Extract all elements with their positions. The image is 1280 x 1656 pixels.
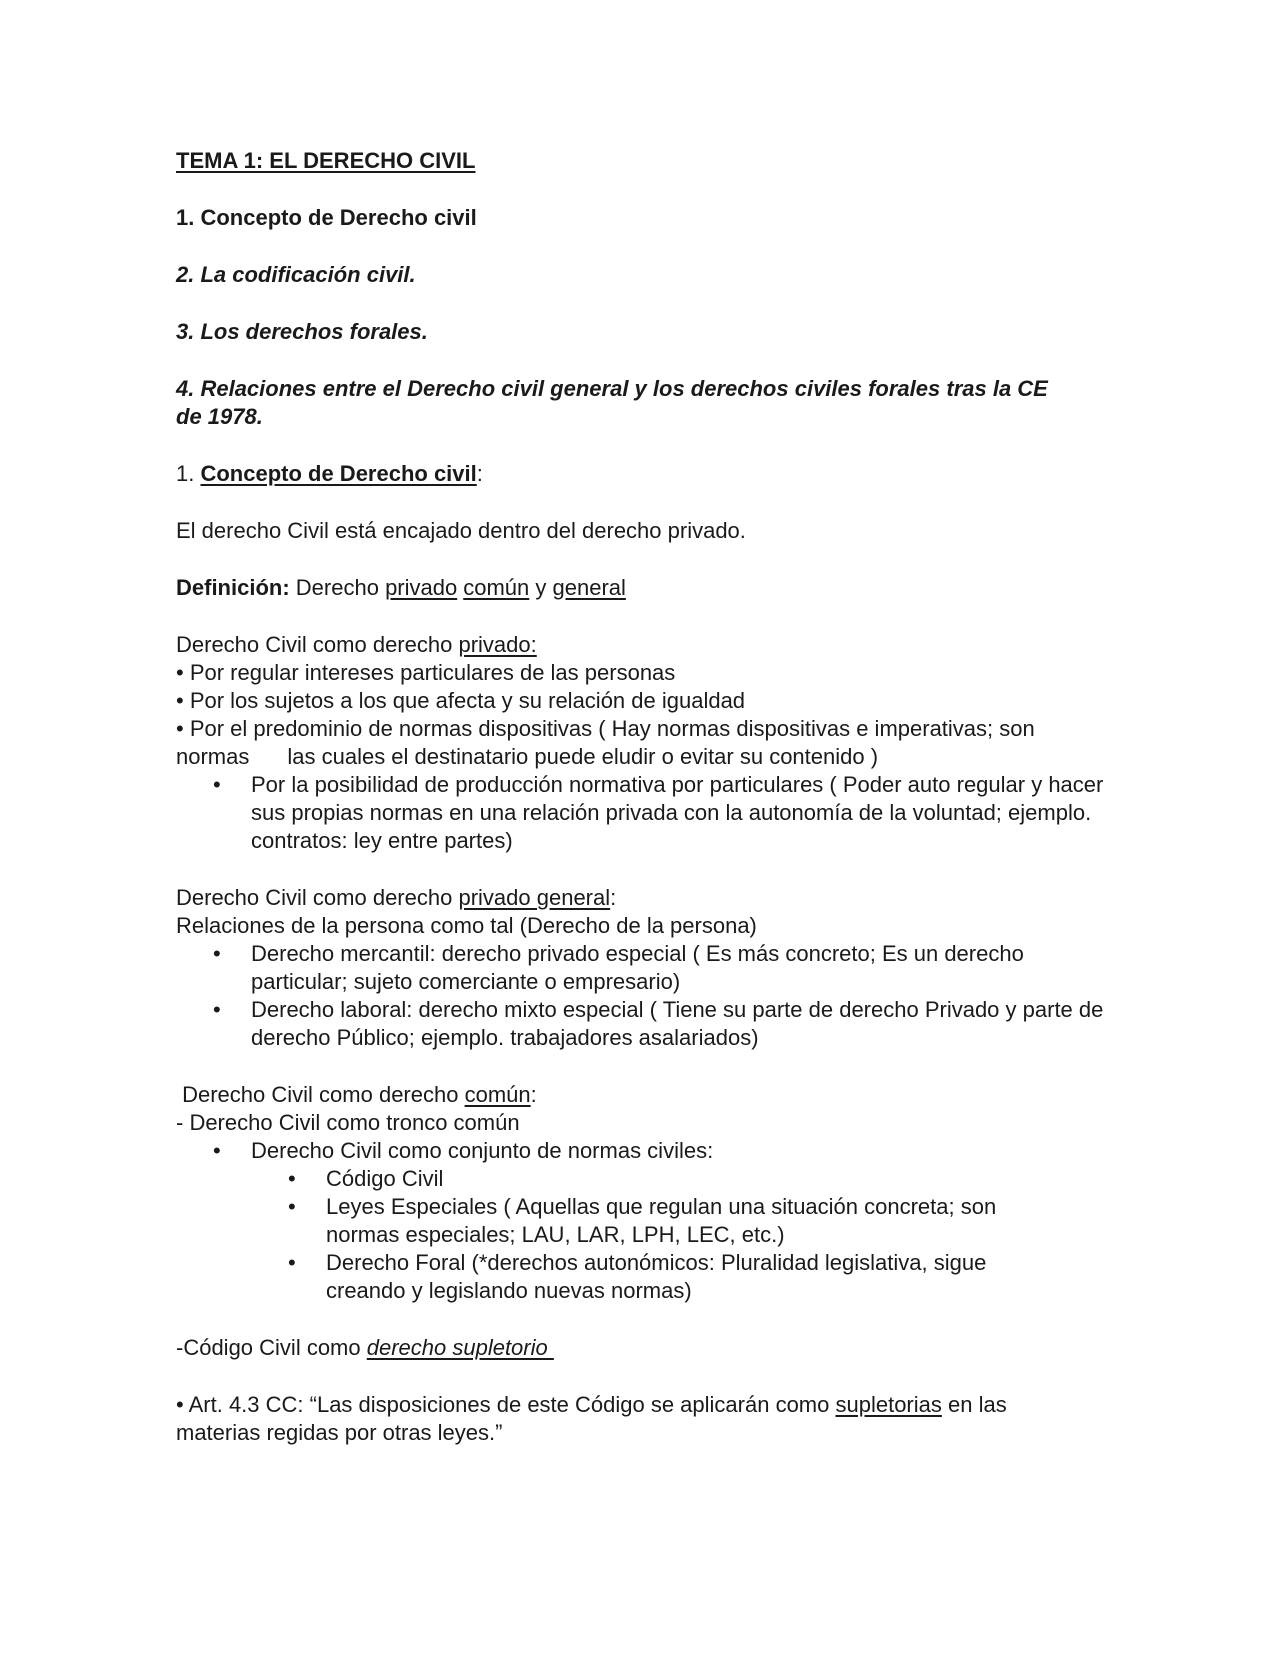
privado-underlined: privado: xyxy=(458,632,537,657)
definition-privado: privado xyxy=(385,575,458,600)
comun-sub-bullet-2 xyxy=(176,1193,1116,1249)
general-subline: Relaciones de la persona como tal (Derecho de la persona) xyxy=(176,913,757,938)
definition-line xyxy=(176,574,1116,602)
comun-sub-bullet-3 xyxy=(176,1249,1116,1305)
comun-colon: : xyxy=(530,1082,537,1107)
bullet-mark: • xyxy=(288,1250,296,1275)
general-bullet-2 xyxy=(176,996,1116,1052)
privado-sub-bullet xyxy=(176,771,1116,855)
continuation-word: normas xyxy=(176,744,250,769)
general-heading xyxy=(176,884,1116,912)
bullet-mark: • xyxy=(288,1194,296,1219)
bullet-mark: • xyxy=(213,1138,221,1163)
bullet-mark: • xyxy=(288,1166,296,1191)
index-item-4: 4. Relaciones entre el Derecho civil general y los derechos civiles forales tras la CE de 1978. xyxy=(176,376,1048,429)
general-underlined: privado general xyxy=(458,885,611,910)
comun-heading xyxy=(176,1081,1116,1109)
index-item-2: 2. La codificación civil. xyxy=(176,262,416,287)
definition-lead: Derecho xyxy=(289,575,386,600)
comun-sub-bullet-2-text: Leyes Especiales ( Aquellas que regulan una situación concreta; son normas especiales; LAU, LAR, LPH, LEC, etc.) xyxy=(326,1194,997,1247)
definition-comun: común xyxy=(463,575,530,600)
bullet-mark: • xyxy=(213,772,221,797)
privado-bullet-2: • Por los sujetos a los que afecta y su relación de igualdad xyxy=(176,688,746,713)
privado-lead: Derecho Civil como derecho xyxy=(176,632,459,657)
supletorio-underlined: derecho supletorio xyxy=(366,1335,554,1360)
art-tail: en las xyxy=(941,1392,1007,1417)
general-colon: : xyxy=(610,885,617,910)
comun-underlined: común xyxy=(464,1082,531,1107)
bullet-mark: • xyxy=(213,941,221,966)
section-title: Concepto de Derecho civil xyxy=(200,461,477,486)
general-bullet-1 xyxy=(176,940,1116,996)
art-line-2: materias regidas por otras leyes.” xyxy=(176,1420,503,1445)
general-bullet-2-text: Derecho laboral: derecho mixto especial ( Tiene su parte de derecho Privado y parte de derecho Público; ejemplo. trabajadores asalariados) xyxy=(251,997,1104,1050)
comun-subline: - Derecho Civil como tronco común xyxy=(176,1110,520,1135)
comun-sub-bullet-1 xyxy=(176,1165,1116,1193)
comun-sub-bullet-3-text: Derecho Foral (*derechos autonómicos: Pluralidad legislativa, sigue creando y legislando nuevas normas) xyxy=(326,1250,987,1303)
definition-y: y xyxy=(529,575,553,600)
index-item-3: 3. Los derechos forales. xyxy=(176,319,428,344)
definition-general: general xyxy=(552,575,626,600)
intro-paragraph: El derecho Civil está encajado dentro del derecho privado. xyxy=(176,518,746,543)
supletorio-line xyxy=(176,1334,1116,1362)
art-lead: • Art. 4.3 CC: “Las disposiciones de este Código se aplicarán como xyxy=(176,1392,836,1417)
document-title: TEMA 1: EL DERECHO CIVIL xyxy=(176,148,476,173)
index-item-1: 1. Concepto de Derecho civil xyxy=(176,205,477,230)
general-lead: Derecho Civil como derecho xyxy=(176,885,459,910)
definition-label: Definición: xyxy=(176,575,290,600)
privado-heading xyxy=(176,631,1116,659)
privado-bullet-3: • Por el predominio de normas dispositivas ( Hay normas dispositivas e imperativas; son xyxy=(176,716,1035,741)
continuation-text: las cuales el destinatario puede eludir o evitar su contenido ) xyxy=(287,744,879,769)
document-page xyxy=(176,147,1116,1447)
privado-bullet-1: • Por regular intereses particulares de las personas xyxy=(176,660,676,685)
privado-bullet-3-continuation xyxy=(176,743,1116,771)
comun-sub-bullet-1-text: Código Civil xyxy=(326,1166,444,1191)
section-number: 1. xyxy=(176,461,201,486)
comun-lead: Derecho Civil como derecho xyxy=(176,1082,465,1107)
general-bullet-1-text: Derecho mercantil: derecho privado especial ( Es más concreto; Es un derecho particular; sujeto comerciante o empresario) xyxy=(251,941,1024,994)
art-underlined: supletorias xyxy=(835,1392,942,1417)
bullet-mark: • xyxy=(213,997,221,1022)
supletorio-lead: -Código Civil como xyxy=(176,1335,367,1360)
comun-bullet xyxy=(176,1137,1116,1165)
section-colon: : xyxy=(476,461,483,486)
comun-bullet-text: Derecho Civil como conjunto de normas civiles: xyxy=(251,1138,714,1163)
art-line xyxy=(176,1391,1116,1419)
section-1-heading xyxy=(176,460,1116,488)
privado-sub-bullet-text: Por la posibilidad de producción normativa por particulares ( Poder auto regular y hacer sus propias normas en una relación privada con la autonomía de la voluntad; ejemplo. contratos: ley entre partes) xyxy=(251,772,1104,853)
